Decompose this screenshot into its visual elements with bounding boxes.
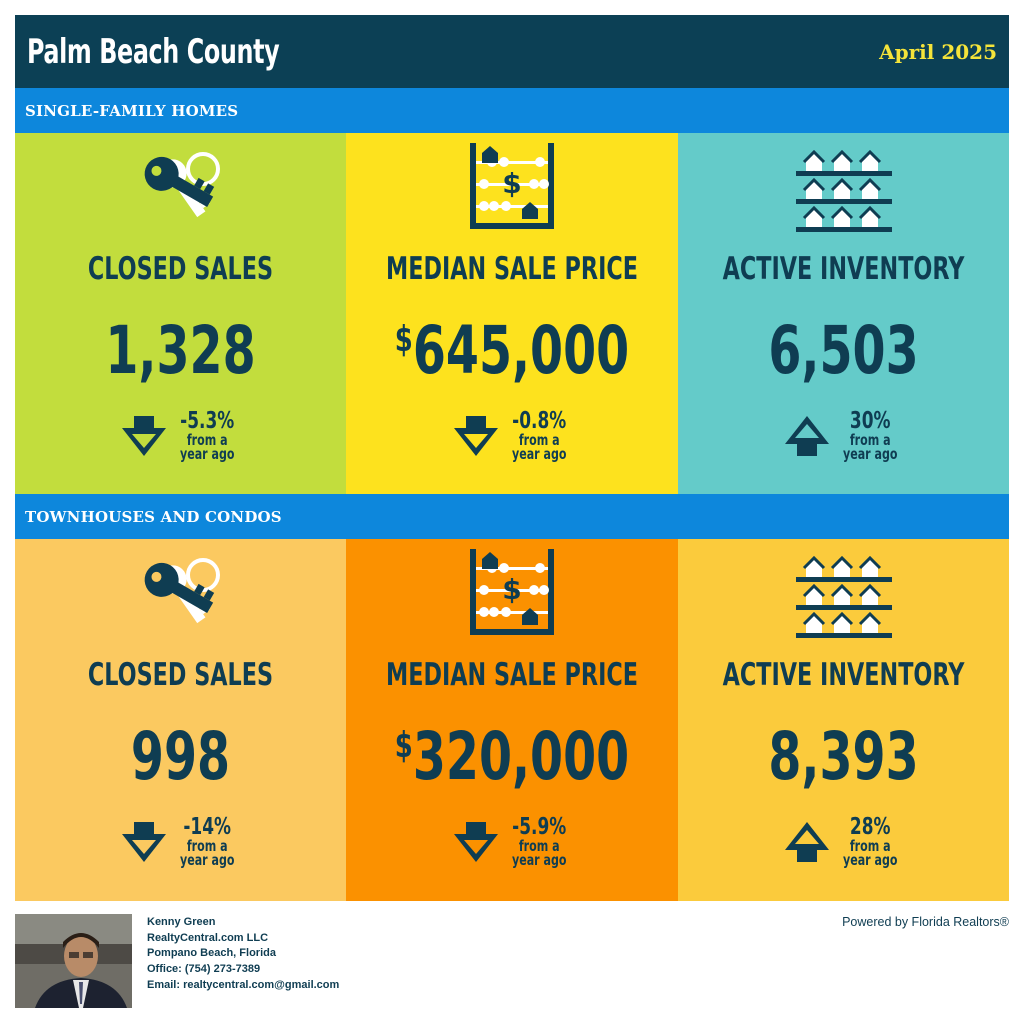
down-arrow-icon bbox=[120, 414, 168, 458]
tile-active-inventory bbox=[678, 539, 1009, 901]
metric-value: 6,503 bbox=[768, 312, 919, 389]
metric-change bbox=[15, 408, 346, 464]
section-bar-townhouses-condos bbox=[15, 494, 1009, 539]
agent-name: Kenny Green bbox=[147, 916, 216, 928]
tile-median-sale-price bbox=[346, 133, 678, 495]
metric-change bbox=[15, 814, 346, 870]
metric-label: MEDIAN SALE PRICE bbox=[386, 657, 638, 693]
powered-by-text: Powered by Florida Realtors® bbox=[842, 915, 1009, 929]
change-caption: from a bbox=[518, 836, 560, 855]
stats-row-townhouses-condos bbox=[15, 539, 1009, 901]
agent-photo bbox=[15, 914, 132, 1008]
down-arrow-icon bbox=[120, 820, 168, 864]
metric-value: $645,000 bbox=[394, 312, 630, 389]
agent-phone: Office: (754) 273-7389 bbox=[147, 963, 261, 976]
change-caption: year ago bbox=[511, 851, 567, 870]
agent-location: Pompano Beach, Florida bbox=[147, 947, 276, 960]
change-caption: from a bbox=[518, 430, 560, 449]
header-banner bbox=[15, 15, 1009, 88]
metric-change bbox=[346, 408, 678, 464]
page-title: Palm Beach County bbox=[27, 31, 280, 72]
metric-label: ACTIVE INVENTORY bbox=[722, 251, 965, 287]
tile-closed-sales bbox=[15, 133, 346, 495]
metric-change bbox=[346, 814, 678, 870]
metric-label: CLOSED SALES bbox=[87, 251, 274, 287]
footer bbox=[15, 914, 1009, 1010]
change-caption: year ago bbox=[843, 445, 898, 464]
change-caption: year ago bbox=[180, 851, 235, 870]
keys-icon bbox=[131, 547, 231, 639]
change-caption: year ago bbox=[180, 445, 235, 464]
report-date: April 2025 bbox=[879, 39, 997, 64]
agent-company: RealtyCentral.com LLC bbox=[147, 931, 269, 944]
change-caption: from a bbox=[850, 430, 891, 449]
metric-value: 998 bbox=[130, 718, 231, 795]
down-arrow-icon bbox=[452, 820, 500, 864]
down-arrow-icon bbox=[452, 414, 500, 458]
metric-label: CLOSED SALES bbox=[87, 657, 274, 693]
change-percent: -0.8% bbox=[511, 408, 567, 434]
change-percent: -5.3% bbox=[180, 408, 235, 434]
section-title: TOWNHOUSES AND CONDOS bbox=[25, 507, 282, 526]
metric-change bbox=[678, 408, 1009, 464]
tile-closed-sales bbox=[15, 539, 346, 901]
keys-icon bbox=[131, 141, 231, 233]
metric-value: 8,393 bbox=[768, 718, 919, 795]
svg-text:$: $ bbox=[502, 167, 522, 200]
metric-value: 1,328 bbox=[105, 312, 256, 389]
metric-label: ACTIVE INVENTORY bbox=[722, 657, 965, 693]
up-arrow-icon bbox=[783, 820, 831, 864]
up-arrow-icon bbox=[783, 414, 831, 458]
agent-info bbox=[147, 915, 339, 994]
change-percent: 28% bbox=[850, 814, 891, 840]
change-percent: -14% bbox=[183, 814, 232, 840]
abacus-icon bbox=[462, 141, 562, 233]
section-bar-single-family bbox=[15, 88, 1009, 133]
houses-shelf-icon bbox=[794, 547, 894, 639]
change-percent: 30% bbox=[850, 408, 891, 434]
change-caption: from a bbox=[850, 836, 891, 855]
change-caption: from a bbox=[187, 836, 228, 855]
change-caption: from a bbox=[187, 430, 228, 449]
tile-active-inventory bbox=[678, 133, 1009, 495]
section-title: SINGLE-FAMILY HOMES bbox=[25, 101, 239, 120]
abacus-icon bbox=[462, 547, 562, 639]
change-caption: year ago bbox=[511, 445, 567, 464]
change-caption: year ago bbox=[843, 851, 898, 870]
metric-label: MEDIAN SALE PRICE bbox=[386, 251, 638, 287]
stats-row-single-family bbox=[15, 133, 1009, 495]
agent-email: Email: realtycentral.com@gmail.com bbox=[147, 978, 340, 991]
svg-text:$: $ bbox=[502, 573, 522, 606]
metric-value: $320,000 bbox=[394, 718, 630, 795]
houses-shelf-icon bbox=[794, 141, 894, 233]
tile-median-sale-price bbox=[346, 539, 678, 901]
metric-change bbox=[678, 814, 1009, 870]
change-percent: -5.9% bbox=[511, 814, 567, 840]
